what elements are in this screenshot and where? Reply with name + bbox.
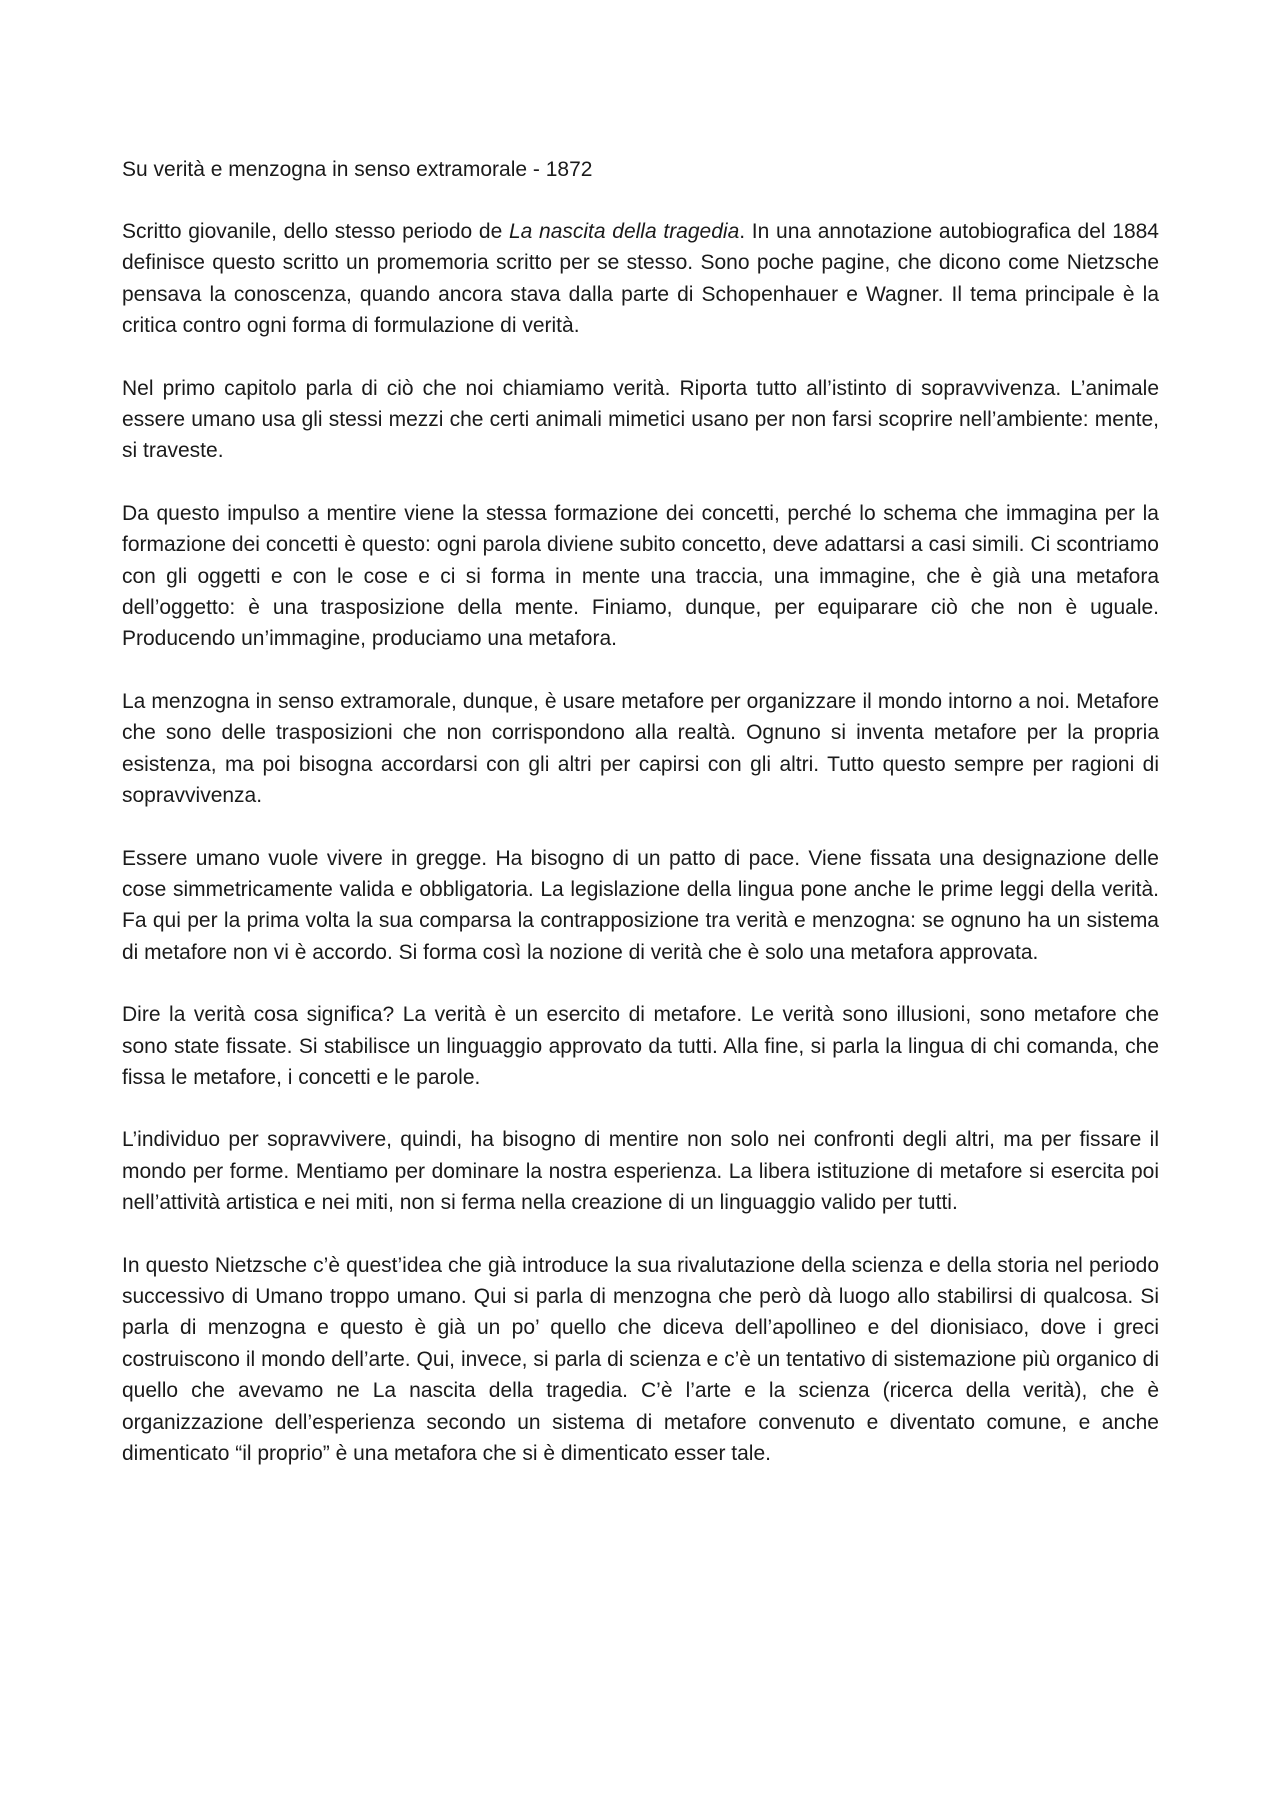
document-title: Su verità e menzogna in senso extramorale - 1872 — [122, 158, 593, 181]
paragraph-1-body: . In una annotazione autobiografica del 1884 definisce questo scritto un promemoria scritto per se stesso. Sono poche pagine, che dicono come Nietzsche pensava la conoscenza, quando ancora stava dalla parte di Schopenhauer e Wagner. Il tema principale è la critica contro ogni forma di formulazione di verità. — [122, 220, 1159, 338]
paragraph-3: Da questo impulso a mentire viene la stessa formazione dei concetti, perché lo schema che immagina per la formazione dei concetti è questo: ogni parola diviene subito concetto, deve adattarsi a casi simili. Ci scontriamo con gli oggetti e con le cose e ci si forma in mente una traccia, una immagine, che è già una metafora dell’oggetto: è una trasposizione della mente. Finiamo, dunque, per equiparare ciò che non è uguale. Producendo un’immagine, produciamo una metafora. — [122, 501, 1159, 651]
paragraph-5: Essere umano vuole vivere in gregge. Ha bisogno di un patto di pace. Viene fissata una designazione delle cose simmetricamente valida e obbligatoria. La legislazione della lingua pone anche le prime leggi della verità. Fa qui per la prima volta la sua comparsa la contrapposizione tra verità e menzogna: se ognuno ha un sistema di metafore non vi è accordo. Si forma così la nozione di verità che è solo una metafora approvata. — [122, 846, 1159, 964]
paragraph-2: Nel primo capitolo parla di ciò che noi chiamiamo verità. Riporta tutto all’istinto di sopravvivenza. L’animale essere umano usa gli stessi mezzi che certi animali mimetici usano per non farsi scoprire nell’ambiente: mente, si traveste. — [122, 376, 1159, 463]
paragraph-6: Dire la verità cosa significa? La verità è un esercito di metafore. Le verità sono illusioni, sono metafore che sono state fissate. Si stabilisce un linguaggio approvato da tutti. Alla fine, si parla la lingua di chi comanda, che fissa le metafore, i concetti e le parole. — [122, 1003, 1159, 1089]
paragraph-8: In questo Nietzsche c’è quest’idea che già introduce la sua rivalutazione della scienza e della storia nel periodo successivo di Umano troppo umano. Qui si parla di menzogna che però dà luogo allo stabilirsi di qualcosa. Si parla di menzogna e questo è già un po’ quello che diceva dell’apollineo e del dionisiaco, dove i greci costruiscono il mondo dell’arte. Qui, invece, si parla di scienza e c’è un tentativo di sistemazione più organico di quello che avevamo ne La nascita della tragedia. C’è l’arte e la scienza (ricerca della verità), che è organizzazione dell’esperienza secondo un sistema di metafore convenuto e diventato comune, e anche dimenticato “il proprio” è una metafora che si è dimenticato esser tale. — [122, 1253, 1159, 1465]
paragraph-1-intro: Scritto giovanile, dello stesso periodo de — [122, 220, 509, 243]
paragraph-7: L’individuo per sopravvivere, quindi, ha bisogno di mentire non solo nei confronti degli altri, ma per fissare il mondo per forme. Mentiamo per dominare la nostra esperienza. La libera istituzione di metafore si esercita poi nell’attività artistica e nei miti, non si ferma nella creazione di un linguaggio valido per tutti. — [122, 1128, 1159, 1215]
paragraph-1 — [122, 216, 1159, 342]
paragraph-4: La menzogna in senso extramorale, dunque, è usare metafore per organizzare il mondo intorno a noi. Metafore che sono delle trasposizioni che non corrispondono alla realtà. Ognuno si inventa metafore per la propria esistenza, ma poi bisogna accordarsi con gli altri per capirsi con gli altri. Tutto questo sempre per ragioni di sopravvivenza. — [122, 689, 1159, 808]
book-title-italic: La nascita della tragedia — [508, 220, 740, 243]
